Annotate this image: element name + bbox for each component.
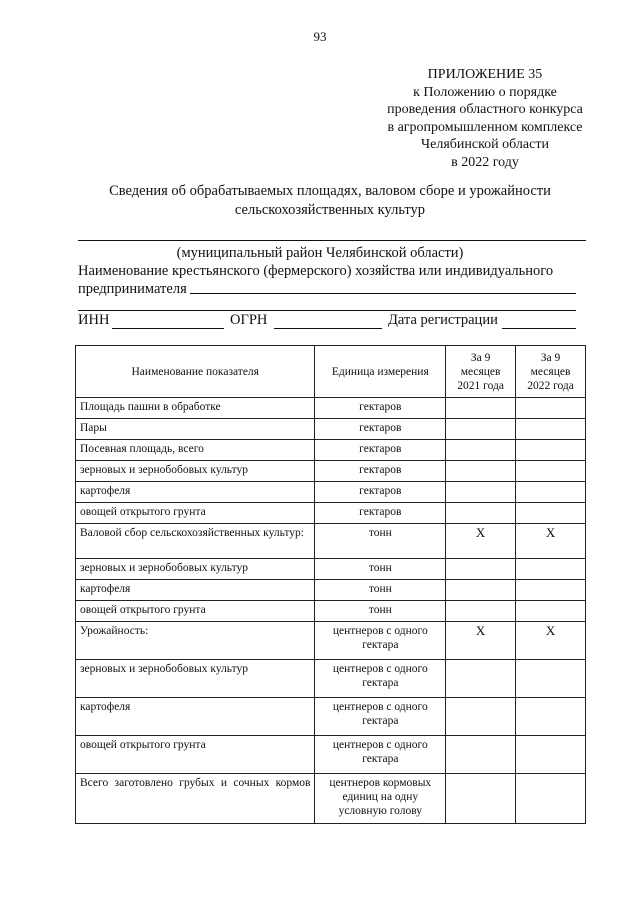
row-name-cell: картофеля <box>76 482 315 503</box>
row-value-2022-cell[interactable] <box>516 774 586 824</box>
row-value-2021-cell[interactable] <box>446 601 516 622</box>
document-title-line: Сведения об обрабатываемых площадях, валовом сборе и урожайности <box>109 183 551 199</box>
row-value-2022-cell[interactable] <box>516 503 586 524</box>
row-value-2021-cell[interactable] <box>446 440 516 461</box>
document-title <box>60 182 600 220</box>
row-value-2021-cell[interactable] <box>446 482 516 503</box>
row-unit-cell: тонн <box>315 580 446 601</box>
appendix-line: Челябинской области <box>421 137 549 152</box>
row-value-2022-cell[interactable] <box>516 736 586 774</box>
row-name-cell: зерновых и зернобобовых культур <box>76 559 315 580</box>
appendix-line: в агропромышленном комплексе <box>387 119 583 135</box>
district-input-line[interactable] <box>78 240 586 241</box>
row-value-2021-cell[interactable] <box>446 398 516 419</box>
table-row <box>76 559 586 580</box>
page-number: 93 <box>313 29 327 44</box>
row-name-cell: картофеля <box>76 698 315 736</box>
row-value-2021-cell[interactable] <box>446 419 516 440</box>
row-value-2022-cell[interactable] <box>516 440 586 461</box>
row-name-cell: картофеля <box>76 580 315 601</box>
row-value-2021-cell[interactable] <box>446 503 516 524</box>
row-unit-cell: гектаров <box>315 482 446 503</box>
row-unit-cell: гектаров <box>315 461 446 482</box>
row-value-2022-cell[interactable] <box>516 559 586 580</box>
row-value-2021-cell[interactable]: X <box>446 622 516 660</box>
header-unit: Единица измерения <box>315 346 446 398</box>
document-title-line: сельскохозяйственных культур <box>234 202 426 218</box>
farm-name-label-line1: Наименование крестьянского (фермерского) хозяйства или индивидуального <box>78 263 554 279</box>
row-value-2022-cell[interactable]: X <box>516 524 586 559</box>
row-unit-cell: центнеров кормовых единиц на одну условную голову <box>315 774 446 824</box>
row-value-2022-cell[interactable] <box>516 660 586 698</box>
row-value-2022-cell[interactable] <box>516 601 586 622</box>
row-unit-cell: тонн <box>315 559 446 580</box>
row-value-2022-cell[interactable] <box>516 461 586 482</box>
row-name-cell: Пары <box>76 419 315 440</box>
row-name-cell: овощей открытого грунта <box>76 736 315 774</box>
table-row <box>76 660 586 698</box>
row-unit-cell: центнеров с одного гектара <box>315 736 446 774</box>
row-value-2022-cell[interactable] <box>516 419 586 440</box>
row-unit-cell: тонн <box>315 601 446 622</box>
header-indicator: Наименование показателя <box>76 346 315 398</box>
table-row <box>76 419 586 440</box>
row-value-2021-cell[interactable] <box>446 774 516 824</box>
table-row <box>76 440 586 461</box>
table-row <box>76 774 586 824</box>
row-unit-cell: гектаров <box>315 419 446 440</box>
table-header-row <box>76 346 586 398</box>
table-row <box>76 482 586 503</box>
row-unit-cell: гектаров <box>315 398 446 419</box>
appendix-line: проведения областного конкурса <box>387 102 583 117</box>
appendix-line: ПРИЛОЖЕНИЕ 35 <box>427 67 543 82</box>
inn-label: ИНН <box>78 312 110 328</box>
row-unit-cell: центнеров с одного гектара <box>315 698 446 736</box>
row-name-cell: Посевная площадь, всего <box>76 440 315 461</box>
row-value-2022-cell[interactable] <box>516 482 586 503</box>
ogrn-label: ОГРН <box>230 312 268 328</box>
registration-ids-row <box>78 312 578 332</box>
appendix-line: к Положению о порядке <box>413 84 557 100</box>
table-row <box>76 736 586 774</box>
row-name-cell: овощей открытого грунта <box>76 503 315 524</box>
inn-input-line[interactable] <box>112 328 224 329</box>
table-body <box>76 398 586 824</box>
row-value-2022-cell[interactable]: X <box>516 622 586 660</box>
row-value-2021-cell[interactable] <box>446 580 516 601</box>
appendix-header <box>360 66 610 171</box>
row-value-2021-cell[interactable] <box>446 559 516 580</box>
registration-date-input-line[interactable] <box>502 328 576 329</box>
row-name-cell: Всего заготовлено грубых и сочных кормов <box>76 774 315 824</box>
row-unit-cell: тонн <box>315 524 446 559</box>
row-unit-cell: центнеров с одного гектара <box>315 660 446 698</box>
farm-name-input-line-2[interactable] <box>78 310 576 311</box>
row-value-2021-cell[interactable] <box>446 461 516 482</box>
row-value-2022-cell[interactable] <box>516 580 586 601</box>
table-row <box>76 503 586 524</box>
row-value-2021-cell[interactable] <box>446 736 516 774</box>
crop-data-table <box>75 345 586 824</box>
table-row <box>76 580 586 601</box>
row-name-cell: Площадь пашни в обработке <box>76 398 315 419</box>
table-row <box>76 601 586 622</box>
row-unit-cell: центнеров с одного гектара <box>315 622 446 660</box>
table-row <box>76 698 586 736</box>
ogrn-input-line[interactable] <box>274 328 382 329</box>
row-value-2022-cell[interactable] <box>516 398 586 419</box>
table-row <box>76 622 586 660</box>
header-period-2021: За 9 месяцев 2021 года <box>446 346 516 398</box>
table-row <box>76 398 586 419</box>
farm-name-input-line[interactable] <box>190 293 576 294</box>
appendix-line: в 2022 году <box>451 154 519 170</box>
table-row <box>76 524 586 559</box>
farm-name-label-line2: предпринимателя <box>78 281 187 297</box>
row-name-cell: зерновых и зернобобовых культур <box>76 660 315 698</box>
row-unit-cell: гектаров <box>315 440 446 461</box>
row-name-cell: овощей открытого грунта <box>76 601 315 622</box>
row-name-cell: зерновых и зернобобовых культур <box>76 461 315 482</box>
row-unit-cell: гектаров <box>315 503 446 524</box>
row-name-cell: Валовой сбор сельскохозяйственных культур: <box>76 524 315 559</box>
registration-date-label: Дата регистрации <box>388 312 498 328</box>
row-value-2021-cell[interactable]: X <box>446 524 516 559</box>
row-name-cell: Урожайность: <box>76 622 315 660</box>
district-caption: (муниципальный район Челябинской области) <box>176 245 464 261</box>
header-period-2022: За 9 месяцев 2022 года <box>516 346 586 398</box>
table-row <box>76 461 586 482</box>
row-value-2021-cell[interactable] <box>446 660 516 698</box>
row-value-2021-cell[interactable] <box>446 698 516 736</box>
row-value-2022-cell[interactable] <box>516 698 586 736</box>
